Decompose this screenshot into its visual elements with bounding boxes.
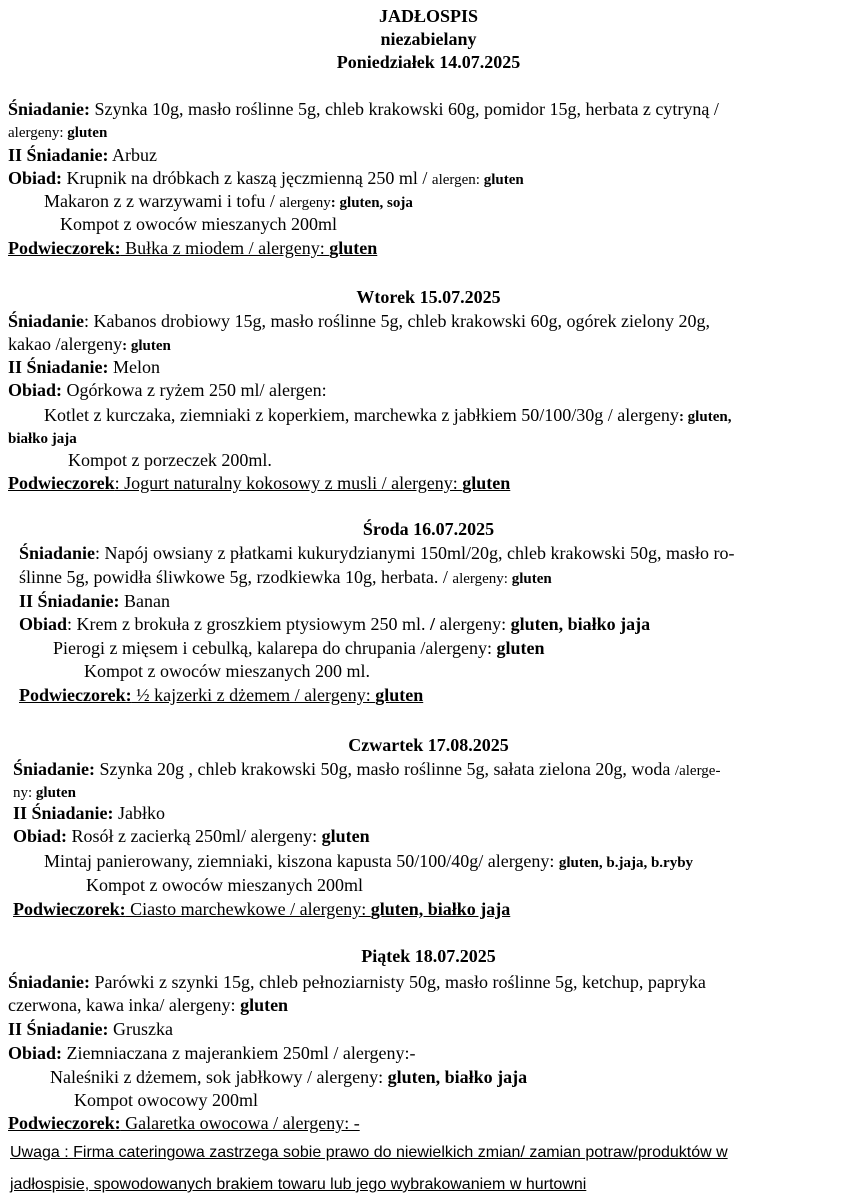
tuesday-compote: Kompot z porzeczek 200ml. — [68, 450, 272, 470]
allergens-value: gluten, białko jaja — [370, 899, 511, 919]
menu-title: JADŁOSPIS — [378, 6, 479, 26]
friday-snack — [8, 1113, 360, 1134]
second-breakfast-label: II Śniadanie: — [8, 1019, 109, 1039]
breakfast-text: kakao /alergeny — [8, 334, 123, 354]
snack-text: Ciasto marchewkowe / alergeny: — [125, 899, 371, 919]
lunch-label: Obiad: — [8, 380, 63, 400]
breakfast-text: Parówki z szynki 15g, chleb pełnoziarnisty 50g, masło roślinne 5g, ketchup, papryka — [90, 972, 706, 992]
monday-second-breakfast — [8, 145, 157, 166]
day-date-monday: Poniedziałek 14.07.2025 — [336, 52, 521, 72]
breakfast-text: ślinne 5g, powidła śliwkowe 5g, rzodkiewka 10g, herbata. / — [19, 567, 453, 587]
lunch-text: alergeny: — [434, 614, 511, 634]
tuesday-breakfast — [8, 311, 710, 332]
tuesday-lunch-second — [44, 405, 731, 428]
second-breakfast-label: II Śniadanie: — [19, 591, 120, 611]
wednesday-breakfast — [19, 543, 734, 564]
allergens-value: gluten — [496, 638, 545, 658]
snack-label: Podwieczorek: — [8, 238, 121, 258]
second-breakfast-text: Banan — [119, 591, 171, 611]
wednesday-snack — [19, 685, 423, 706]
breakfast-text: Szynka 20g , chleb krakowski 50g, masło roślinne 5g, sałata zielona 20g, woda — [95, 759, 675, 779]
note-line-2: jadłospisie, spowodowanych brakiem towaru lub jego wybrakowaniem w hurtowni — [10, 1176, 587, 1193]
second-breakfast-label: II Śniadanie: — [13, 803, 114, 823]
menu-subtitle: niezabielany — [380, 29, 477, 49]
wednesday-lunch-second — [53, 638, 545, 659]
lunch-label: Obiad — [19, 614, 68, 634]
allergens-value: białko jaja — [8, 431, 77, 447]
thursday-snack — [13, 899, 510, 920]
lunch-text: Rosół z zacierką 250ml/ alergeny: — [67, 826, 322, 846]
tuesday-snack — [8, 473, 510, 494]
breakfast-label: Śniadanie: — [13, 759, 96, 779]
allergens-value: gluten — [321, 826, 370, 846]
wednesday-second-breakfast — [19, 591, 170, 612]
second-breakfast-text: Arbuz — [108, 145, 158, 165]
wednesday-compote: Kompot z owoców mieszanych 200 ml. — [84, 661, 370, 681]
lunch-label: Obiad: — [8, 168, 63, 188]
allergens-label: alergeny — [279, 195, 331, 211]
second-breakfast-text: Jabłko — [113, 803, 166, 823]
allergens-value: gluten — [511, 571, 552, 587]
allergens-value: gluten, b.jaja, b.ryby — [558, 855, 694, 871]
breakfast-text: czerwona, kawa inka/ alergeny: — [8, 995, 241, 1015]
breakfast-text: : Napój owsiany z płatkami kukurydzianymi 150ml/20g, chleb krakowski 50g, masło ro- — [95, 543, 735, 563]
allergens-value: gluten, białko jaja — [387, 1067, 528, 1087]
thursday-lunch-second — [44, 851, 693, 874]
allergens-label: alergen: — [431, 172, 484, 188]
second-breakfast-text: Melon — [108, 357, 161, 377]
allergens-value: gluten — [375, 685, 424, 705]
friday-second-breakfast — [8, 1019, 173, 1040]
snack-text: : Jogurt naturalny kokosowy z musli / alergeny: — [114, 473, 463, 493]
friday-compote: Kompot owocowy 200ml — [74, 1090, 258, 1110]
snack-text: ½ kajzerki z dżemem / alergeny: — [131, 685, 376, 705]
snack-label: Podwieczorek — [8, 473, 115, 493]
monday-breakfast — [8, 99, 719, 120]
snack-text: Galaretka owocowa / alergeny: - — [120, 1113, 360, 1133]
allergens-label: alergeny: — [8, 125, 68, 141]
allergens-value: gluten — [329, 238, 378, 258]
second-breakfast-label: II Śniadanie: — [8, 145, 109, 165]
breakfast-text-small: /alerge- — [674, 763, 721, 779]
allergens-value: gluten — [67, 125, 108, 141]
thursday-lunch — [13, 826, 370, 847]
breakfast-label: Śniadanie: — [8, 972, 91, 992]
tuesday-lunch-allergens — [8, 427, 77, 450]
second-breakfast-label: II Śniadanie: — [8, 357, 109, 377]
second-breakfast-text: Gruszka — [108, 1019, 174, 1039]
allergens-value: : gluten, — [678, 409, 732, 425]
monday-compote: Kompot z owoców mieszanych 200ml — [60, 214, 337, 234]
lunch-text: : Krem z brokuła z groszkiem ptysiowym 250 ml. — [67, 614, 430, 634]
snack-label: Podwieczorek: — [13, 899, 126, 919]
note-line-1: Uwaga : Firma cateringowa zastrzega sobie prawo do niewielkich zmian/ zamian potraw/produktów w — [10, 1144, 728, 1161]
tuesday-second-breakfast — [8, 357, 160, 378]
lunch-label: Obiad: — [8, 1043, 63, 1063]
breakfast-text: Szynka 10g, masło roślinne 5g, chleb krakowski 60g, pomidor 15g, herbata z cytryną / — [90, 99, 719, 119]
lunch-text: Ziemniaczana z majerankiem 250ml / alergeny:- — [62, 1043, 416, 1063]
lunch-text: Mintaj panierowany, ziemniaki, kiszona kapusta 50/100/40g/ alergeny: — [44, 851, 559, 871]
allergens-label: ny: — [13, 785, 36, 801]
friday-lunch — [8, 1043, 416, 1064]
allergens-value: gluten — [240, 995, 289, 1015]
day-date-wednesday: Środa 16.07.2025 — [362, 519, 495, 539]
allergens-label: alergeny: — [452, 571, 512, 587]
breakfast-text: : Kabanos drobiowy 15g, masło roślinne 5g, chleb krakowski 60g, ogórek zielony 20g, — [84, 311, 710, 331]
friday-breakfast — [8, 972, 706, 993]
snack-label: Podwieczorek: — [19, 685, 132, 705]
monday-lunch-second — [44, 191, 413, 214]
allergens-value: gluten — [483, 172, 524, 188]
allergens-value: gluten — [462, 473, 511, 493]
allergens-value: gluten — [35, 785, 76, 801]
lunch-text: Pierogi z mięsem i cebulką, kalarepa do chrupania /alergeny: — [53, 638, 497, 658]
friday-lunch-second — [50, 1067, 527, 1088]
day-date-friday: Piątek 18.07.2025 — [361, 946, 496, 966]
lunch-text: Krupnik na dróbkach z kaszą jęczmienną 250 ml / — [62, 168, 432, 188]
breakfast-label: Śniadanie — [19, 543, 96, 563]
lunch-text: Naleśniki z dżemem, sok jabłkowy / alergeny: — [50, 1067, 388, 1087]
monday-breakfast-allergens — [8, 121, 107, 144]
lunch-text: Ogórkowa z ryżem 250 ml/ alergen: — [62, 380, 327, 400]
lunch-text: Makaron z z warzywami i tofu / — [44, 191, 280, 211]
lunch-label: Obiad: — [13, 826, 68, 846]
snack-label: Podwieczorek: — [8, 1113, 121, 1133]
thursday-breakfast — [13, 759, 720, 782]
wednesday-breakfast-2 — [19, 567, 552, 590]
allergens-value: gluten, białko jaja — [510, 614, 651, 634]
lunch-text: Kotlet z kurczaka, ziemniaki z koperkiem, marchewka z jabłkiem 50/100/30g / alergeny — [44, 405, 679, 425]
allergens-value: : gluten, soja — [330, 195, 413, 211]
breakfast-label: Śniadanie — [8, 311, 85, 331]
wednesday-lunch — [19, 614, 650, 635]
thursday-breakfast-2 — [13, 781, 76, 804]
tuesday-lunch — [8, 380, 327, 401]
thursday-compote: Kompot z owoców mieszanych 200ml — [86, 875, 363, 895]
day-date-tuesday: Wtorek 15.07.2025 — [356, 287, 501, 307]
breakfast-label: Śniadanie: — [8, 99, 91, 119]
friday-breakfast-2 — [8, 995, 288, 1016]
monday-lunch — [8, 168, 524, 191]
tuesday-breakfast-2 — [8, 334, 171, 357]
allergens-value: : gluten — [122, 338, 171, 354]
snack-text: Bułka z miodem / alergeny: — [120, 238, 330, 258]
slash: / — [429, 614, 435, 634]
monday-snack — [8, 238, 377, 259]
day-date-thursday: Czwartek 17.08.2025 — [348, 735, 509, 755]
thursday-second-breakfast — [13, 803, 165, 824]
